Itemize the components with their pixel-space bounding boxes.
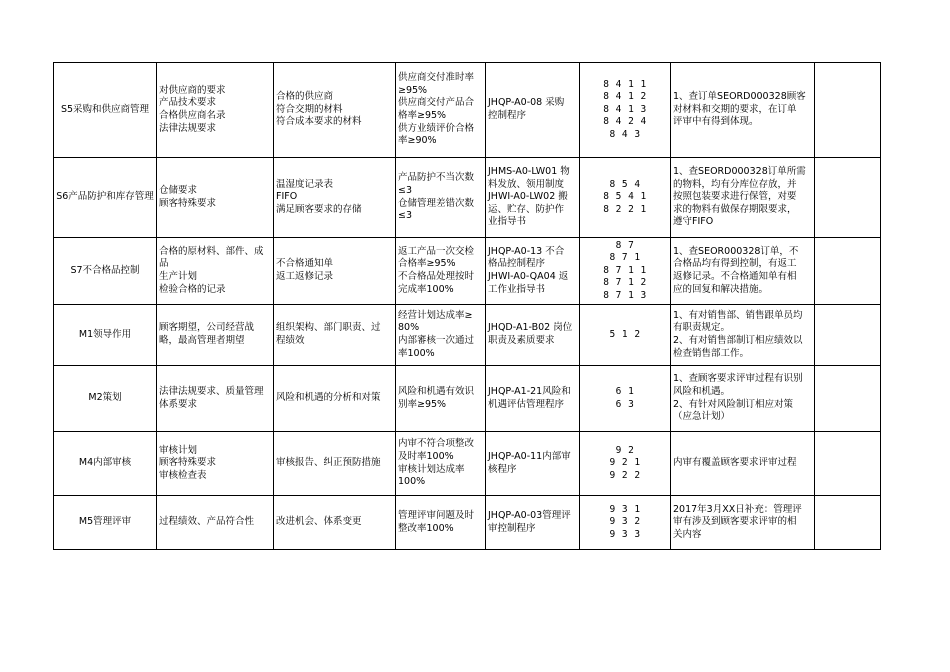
input-line: 仓储要求 bbox=[159, 184, 198, 196]
output-line: 温湿度记录表 bbox=[276, 178, 334, 190]
process-audit-table bbox=[53, 62, 881, 550]
clause-line: 9 2 bbox=[615, 444, 635, 456]
process-cell: S5采购和供应商管理 bbox=[54, 63, 157, 158]
remark-cell bbox=[815, 305, 881, 366]
output-line: 合格的供应商 bbox=[276, 91, 334, 103]
clause-cell bbox=[580, 238, 671, 305]
evidence-cell bbox=[671, 432, 815, 496]
clause-line: 9 2 2 bbox=[609, 469, 641, 481]
clause-line: 6 3 bbox=[615, 398, 635, 410]
procedure-line: JHQP-A0-13 不合 bbox=[488, 245, 565, 257]
output-line: 符合交期的材料 bbox=[276, 103, 343, 115]
remark-cell bbox=[815, 366, 881, 432]
clause-cell bbox=[580, 366, 671, 432]
procedure-cell bbox=[486, 432, 580, 496]
procedure-line: 审控制程序 bbox=[488, 522, 536, 534]
kpi-line: 风险和机遇有效识 bbox=[398, 385, 475, 397]
output-line: 符合成本要求的材料 bbox=[276, 116, 362, 128]
input-line: 过程绩效、产品符合性 bbox=[159, 516, 255, 528]
evidence-line: 评审中有得到体现。 bbox=[673, 116, 759, 128]
input-line: 品 bbox=[159, 258, 169, 270]
evidence-line: 检查销售部工作。 bbox=[673, 347, 750, 359]
clause-cell bbox=[580, 432, 671, 496]
evidence-line: 返修记录。不合格通知单有相 bbox=[673, 271, 797, 282]
input-line: 顾客期望，公司经营战 bbox=[159, 322, 255, 334]
procedure-line: 核程序 bbox=[488, 463, 517, 475]
clause-line: 8 4 1 3 bbox=[603, 103, 647, 115]
evidence-cell bbox=[671, 366, 815, 432]
procedure-cell bbox=[486, 238, 580, 305]
evidence-line: 2、有针对风险制订相应对策 bbox=[673, 398, 794, 410]
evidence-line: 1、查SEORD000328订单所需 bbox=[673, 166, 806, 178]
kpi-line: 经营计划达成率≥ bbox=[398, 309, 473, 321]
input-cell bbox=[157, 305, 274, 366]
evidence-line: 1、有对销售部、销售跟单员均 bbox=[673, 309, 803, 321]
input-cell bbox=[157, 63, 274, 158]
clause-line: 9 3 3 bbox=[609, 528, 641, 540]
remark-cell bbox=[815, 63, 881, 158]
evidence-line: 合格品均有得到控制，有返工 bbox=[673, 258, 797, 270]
procedure-cell bbox=[486, 63, 580, 158]
input-cell bbox=[157, 496, 274, 550]
evidence-line: 内审有覆盖顾客要求评审过程 bbox=[673, 457, 797, 469]
procedure-cell bbox=[486, 496, 580, 550]
input-line: 顾客特殊要求 bbox=[159, 197, 217, 209]
kpi-line: 审核计划达成率 bbox=[398, 463, 465, 475]
kpi-line: 不合格品处理按时 bbox=[398, 271, 475, 282]
clause-line: 9 3 2 bbox=[609, 516, 641, 528]
evidence-line: 对材料和交期的要求，在订单 bbox=[673, 103, 797, 115]
table-row bbox=[54, 496, 881, 550]
output-cell bbox=[274, 432, 396, 496]
clause-line: 5 1 2 bbox=[609, 328, 641, 340]
input-line: 产品技术要求 bbox=[159, 97, 217, 109]
procedure-line: 机遇评估管理程序 bbox=[488, 398, 565, 410]
evidence-line: 求的物料有做保存期限要求， bbox=[673, 203, 797, 215]
input-line: 体系要求 bbox=[159, 398, 198, 410]
output-line: 满足顾客要求的存储 bbox=[276, 203, 362, 215]
output-line: 组织架构、部门职责、过 bbox=[276, 322, 381, 334]
table-body bbox=[54, 63, 881, 550]
clause-line: 8 4 3 bbox=[609, 128, 641, 140]
input-cell bbox=[157, 238, 274, 305]
evidence-line: 1、查订单SEORD000328顾客 bbox=[673, 91, 806, 103]
kpi-line: 率≥90% bbox=[398, 135, 437, 147]
procedure-line: 工作业指导书 bbox=[488, 283, 546, 295]
kpi-line: 返工产品一次交检 bbox=[398, 245, 475, 257]
input-cell bbox=[157, 158, 274, 238]
table-row bbox=[54, 158, 881, 238]
procedure-cell bbox=[486, 305, 580, 366]
evidence-cell bbox=[671, 238, 815, 305]
table-row bbox=[54, 238, 881, 305]
evidence-line: 按照包装要求进行保管，对要 bbox=[673, 191, 797, 203]
clause-line: 9 3 1 bbox=[609, 503, 641, 515]
clause-line: 8 7 1 3 bbox=[603, 289, 647, 301]
procedure-cell bbox=[486, 158, 580, 238]
evidence-line: 1、查SEOR000328订单，不 bbox=[673, 245, 799, 257]
procedure-line: JHQP-A0-11内部审 bbox=[488, 450, 571, 462]
output-cell bbox=[274, 158, 396, 238]
kpi-line: ≤3 bbox=[398, 184, 413, 196]
kpi-line: 供应商交付产品合 bbox=[398, 97, 475, 109]
input-line: 审核检查表 bbox=[159, 469, 207, 481]
table-row bbox=[54, 366, 881, 432]
procedure-line: JHQP-A1-21风险和 bbox=[488, 385, 571, 397]
clause-line: 8 5 4 bbox=[609, 178, 641, 190]
kpi-line: 合格率≥95% bbox=[398, 258, 456, 270]
process-cell: M4内部审核 bbox=[54, 432, 157, 496]
procedure-line: 业指导书 bbox=[488, 216, 527, 228]
evidence-line: 的物料，均有分库位存放，并 bbox=[673, 178, 797, 190]
process-cell: M1领导作用 bbox=[54, 305, 157, 366]
kpi-cell bbox=[396, 158, 486, 238]
output-cell bbox=[274, 496, 396, 550]
clause-cell bbox=[580, 496, 671, 550]
kpi-line: 内审不符合项整改 bbox=[398, 438, 475, 450]
evidence-line: 审有涉及到顾客要求评审的相 bbox=[673, 516, 797, 528]
kpi-line: 管理评审问题及时 bbox=[398, 509, 475, 521]
kpi-line: 产品防护不当次数 bbox=[398, 172, 475, 184]
kpi-line: 格率≥95% bbox=[398, 110, 447, 121]
kpi-line: 80% bbox=[398, 322, 420, 334]
procedure-line: 料发放、领用制度 bbox=[488, 178, 565, 190]
evidence-cell bbox=[671, 63, 815, 158]
output-line: FIFO bbox=[276, 191, 298, 203]
kpi-line: 完成率100% bbox=[398, 283, 454, 295]
evidence-line: （应急计划） bbox=[673, 411, 731, 423]
kpi-line: ≤3 bbox=[398, 210, 413, 222]
clause-cell bbox=[580, 305, 671, 366]
input-cell bbox=[157, 432, 274, 496]
output-line: 程绩效 bbox=[276, 335, 305, 346]
input-cell bbox=[157, 366, 274, 432]
input-line: 对供应商的要求 bbox=[159, 84, 226, 96]
table-row bbox=[54, 432, 881, 496]
output-line: 风险和机遇的分析和对策 bbox=[276, 392, 381, 404]
procedure-cell bbox=[486, 366, 580, 432]
procedure-line: JHWI-A0-QA04 返 bbox=[488, 271, 569, 282]
kpi-cell bbox=[396, 432, 486, 496]
process-cell: S6产品防护和库存管理 bbox=[54, 158, 157, 238]
kpi-line: 整改率100% bbox=[398, 522, 454, 534]
kpi-line: 100% bbox=[398, 476, 426, 488]
input-line: 法律法规要求、质量管理 bbox=[159, 385, 264, 397]
procedure-line: JHWI-A0-LW02 搬 bbox=[488, 191, 568, 203]
output-cell bbox=[274, 63, 396, 158]
output-cell bbox=[274, 238, 396, 305]
output-cell bbox=[274, 305, 396, 366]
kpi-line: 供方业绩评价合格 bbox=[398, 122, 475, 134]
procedure-line: JHMS-A0-LW01 物 bbox=[488, 166, 570, 178]
input-line: 顾客特殊要求 bbox=[159, 457, 217, 469]
kpi-cell bbox=[396, 496, 486, 550]
evidence-line: 应的回复和解决措施。 bbox=[673, 283, 769, 295]
clause-line: 8 4 1 2 bbox=[603, 91, 647, 103]
output-line: 不合格通知单 bbox=[276, 258, 334, 270]
kpi-line: ≥95% bbox=[398, 84, 428, 96]
process-cell: M2策划 bbox=[54, 366, 157, 432]
kpi-line: 率100% bbox=[398, 347, 435, 359]
clause-line: 8 4 1 1 bbox=[603, 78, 647, 90]
evidence-line: 风险和机遇。 bbox=[673, 385, 731, 397]
process-cell: M5管理评审 bbox=[54, 496, 157, 550]
procedure-line: JHQD-A1-B02 岗位 bbox=[488, 322, 573, 334]
clause-line: 8 7 1 2 bbox=[603, 277, 647, 289]
process-cell: S7不合格品控制 bbox=[54, 238, 157, 305]
clause-line: 9 2 1 bbox=[609, 457, 641, 469]
procedure-line: 运、贮存、防护作 bbox=[488, 203, 565, 215]
evidence-line: 2017年3月XX日补充：管理评 bbox=[673, 503, 802, 515]
clause-line: 8 4 2 4 bbox=[603, 116, 647, 128]
clause-line: 8 7 1 1 bbox=[603, 264, 647, 276]
kpi-cell bbox=[396, 63, 486, 158]
procedure-line: 控制程序 bbox=[488, 110, 527, 121]
input-line: 法律法规要求 bbox=[159, 122, 217, 134]
evidence-line: 1、查顾客要求评审过程有识别 bbox=[673, 373, 803, 385]
clause-line: 8 5 4 1 bbox=[603, 191, 647, 203]
kpi-cell bbox=[396, 366, 486, 432]
kpi-line: 仓储管理差错次数 bbox=[398, 197, 475, 209]
procedure-line: JHQP-A0-08 采购 bbox=[488, 97, 565, 109]
procedure-line: JHQP-A0-03管理评 bbox=[488, 509, 571, 521]
input-line: 检验合格的记录 bbox=[159, 283, 226, 295]
evidence-cell bbox=[671, 158, 815, 238]
clause-cell bbox=[580, 158, 671, 238]
input-line: 略，最高管理者期望 bbox=[159, 335, 245, 346]
output-cell bbox=[274, 366, 396, 432]
evidence-line: 遵守FIFO bbox=[673, 216, 714, 228]
evidence-line: 关内容 bbox=[673, 528, 702, 540]
remark-cell bbox=[815, 496, 881, 550]
remark-cell bbox=[815, 158, 881, 238]
kpi-line: 别率≥95% bbox=[398, 398, 447, 410]
table-row bbox=[54, 305, 881, 366]
evidence-cell bbox=[671, 305, 815, 366]
output-line: 返工返修记录 bbox=[276, 271, 334, 282]
remark-cell bbox=[815, 238, 881, 305]
kpi-line: 及时率100% bbox=[398, 450, 454, 462]
clause-line: 8 2 2 1 bbox=[603, 203, 647, 215]
evidence-line: 有职责规定。 bbox=[673, 322, 731, 334]
input-line: 合格的原材料、部件、成 bbox=[159, 245, 264, 257]
clause-line: 6 1 bbox=[615, 385, 635, 397]
clause-line: 8 7 1 bbox=[609, 252, 641, 264]
kpi-line: 供应商交付准时率 bbox=[398, 72, 475, 84]
evidence-cell bbox=[671, 496, 815, 550]
input-line: 合格供应商名录 bbox=[159, 110, 226, 121]
input-line: 审核计划 bbox=[159, 444, 198, 456]
input-line: 生产计划 bbox=[159, 271, 198, 282]
remark-cell bbox=[815, 432, 881, 496]
clause-line: 8 7 bbox=[615, 239, 635, 251]
evidence-line: 2、有对销售部制订相应绩效以 bbox=[673, 335, 803, 346]
kpi-cell bbox=[396, 305, 486, 366]
kpi-line: 内部審核一次通过 bbox=[398, 335, 475, 346]
procedure-line: 格品控制程序 bbox=[488, 258, 546, 270]
kpi-cell bbox=[396, 238, 486, 305]
procedure-line: 职责及素质要求 bbox=[488, 335, 555, 346]
clause-cell bbox=[580, 63, 671, 158]
table-row bbox=[54, 63, 881, 158]
output-line: 改进机会、体系变更 bbox=[276, 516, 362, 528]
output-line: 审核报告、纠正预防措施 bbox=[276, 457, 381, 469]
